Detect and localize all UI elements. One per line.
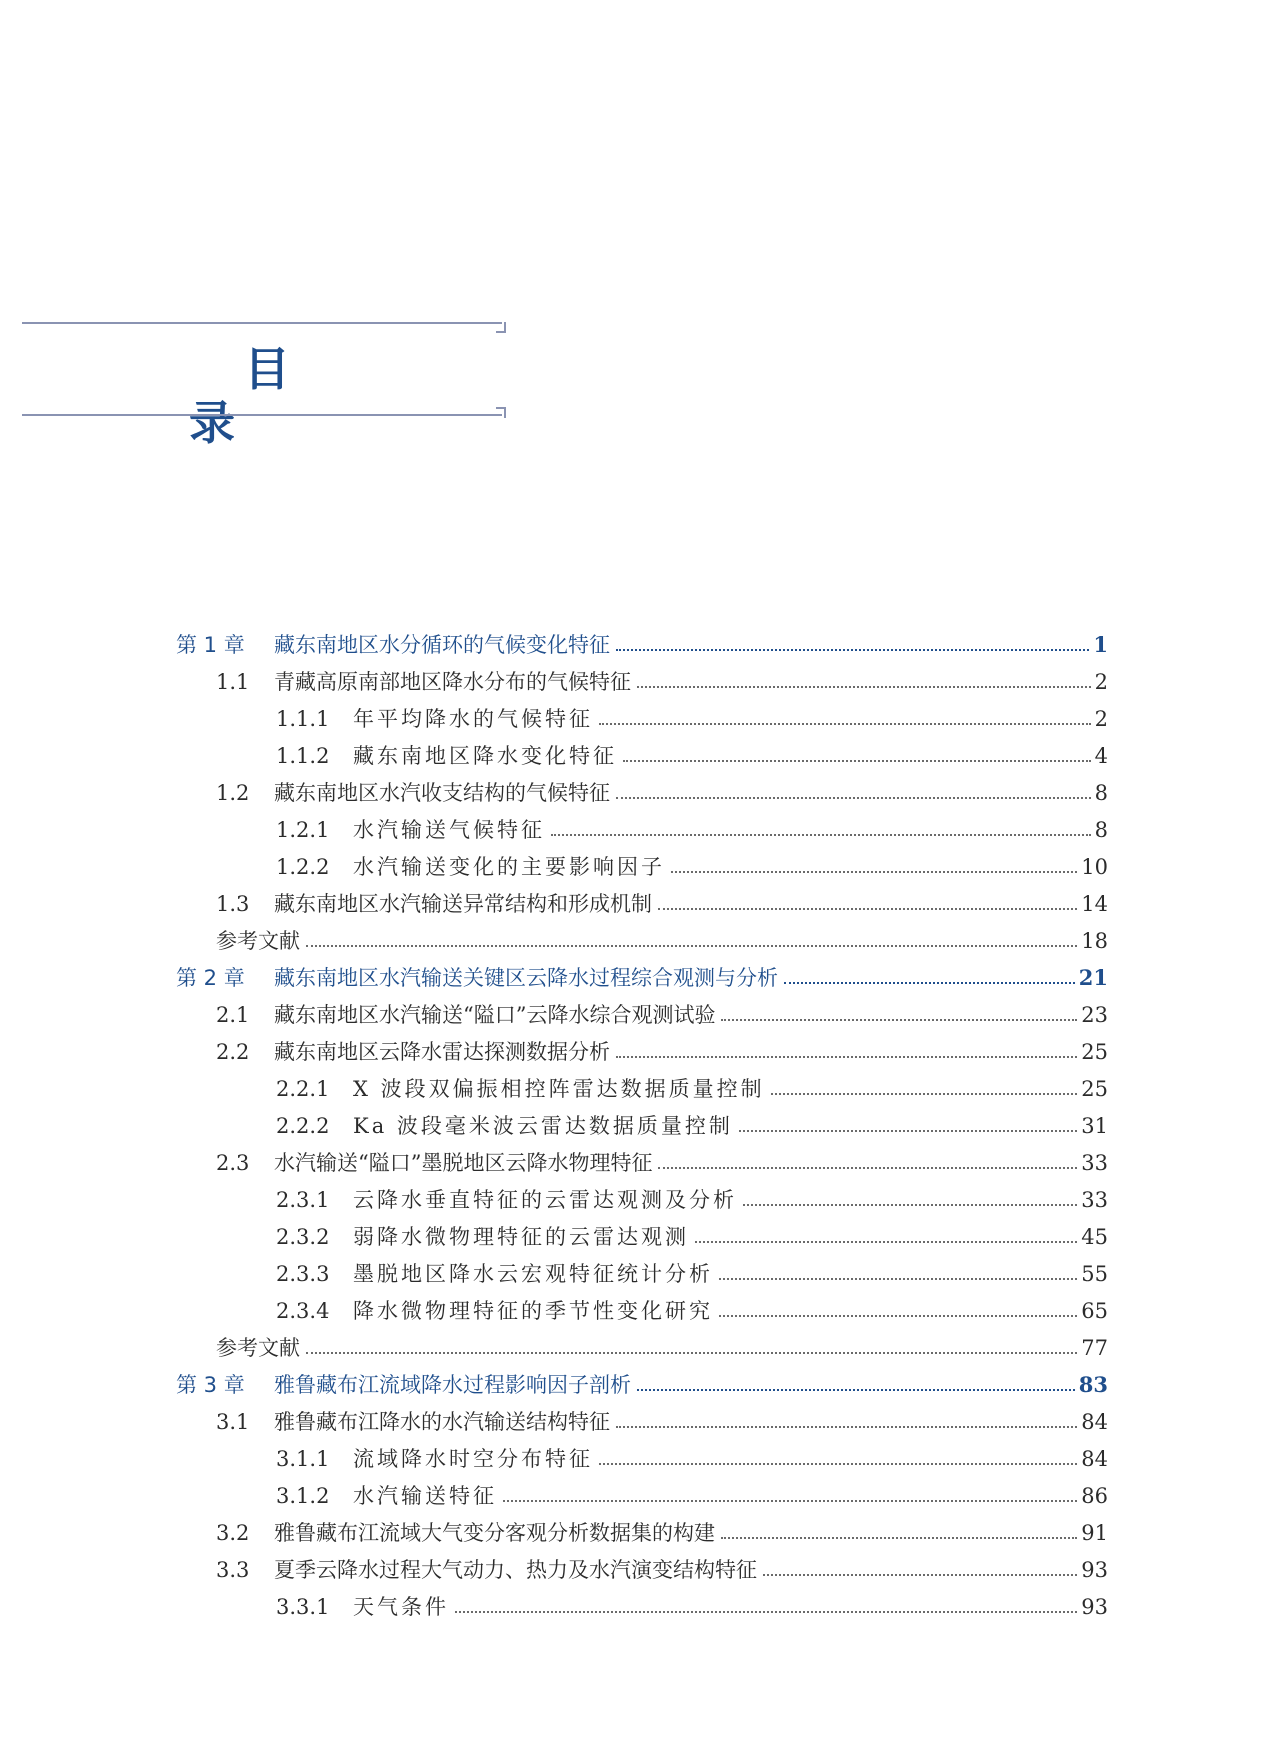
toc-entry-label: 降水微物理特征的季节性变化研究 xyxy=(353,1299,713,1323)
toc-entry-label: X 波段双偏振相控阵雷达数据质量控制 xyxy=(353,1077,765,1101)
toc-entry-label: 藏东南地区水汽输送异常结构和形成机制 xyxy=(274,892,652,916)
toc-entry-subsection xyxy=(176,1436,1108,1473)
toc-entry-number: 3.3 xyxy=(216,1558,250,1582)
toc-entry-refs xyxy=(176,918,1108,955)
toc-entry-label: 藏东南地区水汽输送“隘口”云降水综合观测试验 xyxy=(274,1003,716,1027)
toc-entry-refs xyxy=(176,1325,1108,1362)
table-of-contents xyxy=(176,622,1108,1621)
toc-entry-label: 雅鲁藏布江流域降水过程影响因子剖析 xyxy=(274,1373,631,1397)
toc-dot-leader xyxy=(306,1352,1077,1354)
toc-entry-label: 墨脱地区降水云宏观特征统计分析 xyxy=(353,1262,713,1286)
toc-entry-number: 2.1 xyxy=(216,1003,250,1027)
toc-entry-number: 1.2.1 xyxy=(276,818,330,842)
toc-dot-leader xyxy=(306,945,1077,947)
toc-entry-label: 藏东南地区水汽输送关键区云降水过程综合观测与分析 xyxy=(274,966,778,990)
page-title: 目 录 xyxy=(189,342,390,450)
toc-entry-page: 23 xyxy=(1081,1003,1108,1027)
toc-entry-label: 水汽输送变化的主要影响因子 xyxy=(353,855,665,879)
toc-dot-leader xyxy=(623,760,1091,762)
toc-entry-section xyxy=(176,1547,1108,1584)
toc-dot-leader xyxy=(671,871,1077,873)
toc-dot-leader xyxy=(658,1167,1077,1169)
toc-entry-page: 84 xyxy=(1081,1447,1108,1471)
toc-entry-label: 年平均降水的气候特征 xyxy=(353,707,593,731)
toc-dot-leader xyxy=(771,1093,1078,1095)
toc-entry-subsection xyxy=(176,1103,1108,1140)
toc-entry-section xyxy=(176,992,1108,1029)
toc-entry-label: 青藏高原南部地区降水分布的气候特征 xyxy=(274,670,631,694)
toc-entry-label: 藏东南地区水汽收支结构的气候特征 xyxy=(274,781,610,805)
toc-entry-page: 2 xyxy=(1094,707,1108,731)
toc-entry-page: 77 xyxy=(1081,1336,1108,1360)
toc-entry-label: 水汽输送特征 xyxy=(353,1484,497,1508)
toc-dot-leader xyxy=(763,1574,1077,1576)
toc-entry-page: 8 xyxy=(1094,781,1108,805)
toc-entry-page: 65 xyxy=(1081,1299,1108,1323)
title-rule-top xyxy=(22,322,502,324)
toc-dot-leader xyxy=(743,1204,1077,1206)
toc-entry-number: 1.1.1 xyxy=(276,707,330,731)
toc-entry-number: 第 3 章 xyxy=(176,1373,245,1397)
title-rule-bottom-hook xyxy=(496,407,506,418)
toc-entry-number: 2.2.1 xyxy=(276,1077,330,1101)
toc-entry-label: 雅鲁藏布江降水的水汽输送结构特征 xyxy=(274,1410,610,1434)
toc-entry-page: 45 xyxy=(1081,1225,1108,1249)
toc-entry-number: 2.3.1 xyxy=(276,1188,330,1212)
toc-dot-leader xyxy=(719,1278,1077,1280)
toc-entry-page: 33 xyxy=(1081,1188,1108,1212)
toc-entry-section xyxy=(176,1399,1108,1436)
toc-entry-number: 3.3.1 xyxy=(276,1595,330,1619)
toc-entry-label: 水汽输送气候特征 xyxy=(353,818,545,842)
toc-entry-page: 2 xyxy=(1094,670,1108,694)
toc-entry-number: 2.3 xyxy=(216,1151,250,1175)
toc-entry-label: Ka 波段毫米波云雷达数据质量控制 xyxy=(353,1114,733,1138)
toc-entry-section xyxy=(176,1029,1108,1066)
toc-entry-page: 25 xyxy=(1081,1077,1108,1101)
toc-entry-subsection xyxy=(176,844,1108,881)
toc-dot-leader xyxy=(695,1241,1077,1243)
toc-entry-number: 1.1.2 xyxy=(276,744,330,768)
title-rule-bottom xyxy=(22,414,502,416)
toc-entry-label: 云降水垂直特征的云雷达观测及分析 xyxy=(353,1188,737,1212)
toc-entry-label: 藏东南地区云降水雷达探测数据分析 xyxy=(274,1040,610,1064)
title-banner xyxy=(22,322,504,450)
toc-dot-leader xyxy=(599,723,1091,725)
toc-entry-number: 3.2 xyxy=(216,1521,250,1545)
toc-entry-page: 93 xyxy=(1081,1595,1108,1619)
title-rule-top-hook xyxy=(496,322,506,333)
toc-entry-label: 藏东南地区水分循环的气候变化特征 xyxy=(274,633,610,657)
toc-entry-subsection xyxy=(176,1214,1108,1251)
toc-entry-number: 3.1.1 xyxy=(276,1447,330,1471)
toc-entry-subsection xyxy=(176,1473,1108,1510)
toc-dot-leader xyxy=(503,1500,1077,1502)
toc-entry-page: 55 xyxy=(1081,1262,1108,1286)
toc-entry-number: 1.3 xyxy=(216,892,250,916)
toc-entry-section xyxy=(176,881,1108,918)
toc-entry-label: 水汽输送“隘口”墨脱地区云降水物理特征 xyxy=(274,1151,653,1175)
toc-entry-page: 4 xyxy=(1094,744,1108,768)
toc-entry-number: 1.2 xyxy=(216,781,250,805)
toc-entry-page: 86 xyxy=(1081,1484,1108,1508)
toc-entry-number: 3.1.2 xyxy=(276,1484,330,1508)
toc-entry-page: 21 xyxy=(1078,965,1108,990)
toc-entry-page: 33 xyxy=(1081,1151,1108,1175)
toc-dot-leader xyxy=(719,1315,1077,1317)
toc-dot-leader xyxy=(616,797,1091,799)
toc-entry-chapter xyxy=(176,955,1108,992)
toc-entry-page: 31 xyxy=(1081,1114,1108,1138)
toc-entry-subsection xyxy=(176,1066,1108,1103)
toc-entry-page: 1 xyxy=(1093,632,1108,657)
toc-entry-number: 3.1 xyxy=(216,1410,250,1434)
toc-dot-leader xyxy=(616,1056,1077,1058)
toc-entry-label: 参考文献 xyxy=(216,1336,300,1360)
toc-entry-number: 2.3.2 xyxy=(276,1225,330,1249)
toc-dot-leader xyxy=(616,1426,1077,1428)
toc-entry-number: 2.3.4 xyxy=(276,1299,330,1323)
toc-dot-leader xyxy=(637,1389,1075,1391)
toc-dot-leader xyxy=(658,908,1077,910)
toc-dot-leader xyxy=(616,649,1089,651)
toc-entry-subsection xyxy=(176,807,1108,844)
toc-entry-subsection xyxy=(176,1177,1108,1214)
toc-dot-leader xyxy=(739,1130,1077,1132)
toc-dot-leader xyxy=(721,1537,1077,1539)
toc-entry-subsection xyxy=(176,1288,1108,1325)
toc-entry-number: 1.2.2 xyxy=(276,855,330,879)
toc-entry-page: 93 xyxy=(1081,1558,1108,1582)
toc-entry-label: 参考文献 xyxy=(216,929,300,953)
toc-entry-subsection xyxy=(176,733,1108,770)
toc-entry-number: 第 2 章 xyxy=(176,966,245,990)
toc-entry-chapter xyxy=(176,1362,1108,1399)
toc-entry-label: 夏季云降水过程大气动力、热力及水汽演变结构特征 xyxy=(274,1558,757,1582)
toc-entry-label: 雅鲁藏布江流域大气变分客观分析数据集的构建 xyxy=(274,1521,715,1545)
toc-entry-label: 弱降水微物理特征的云雷达观测 xyxy=(353,1225,689,1249)
toc-entry-page: 25 xyxy=(1081,1040,1108,1064)
toc-entry-number: 2.3.3 xyxy=(276,1262,330,1286)
toc-entry-page: 84 xyxy=(1081,1410,1108,1434)
toc-entry-page: 91 xyxy=(1081,1521,1108,1545)
toc-entry-number: 1.1 xyxy=(216,670,250,694)
toc-entry-chapter xyxy=(176,622,1108,659)
toc-dot-leader xyxy=(455,1611,1077,1613)
toc-dot-leader xyxy=(599,1463,1077,1465)
toc-entry-section xyxy=(176,1510,1108,1547)
toc-entry-section xyxy=(176,659,1108,696)
toc-entry-page: 14 xyxy=(1081,892,1108,916)
toc-entry-number: 2.2.2 xyxy=(276,1114,330,1138)
toc-entry-label: 流域降水时空分布特征 xyxy=(353,1447,593,1471)
toc-entry-label: 藏东南地区降水变化特征 xyxy=(353,744,617,768)
toc-dot-leader xyxy=(637,686,1091,688)
toc-entry-label: 天气条件 xyxy=(353,1595,449,1619)
toc-dot-leader xyxy=(721,1019,1077,1021)
toc-entry-subsection xyxy=(176,696,1108,733)
toc-entry-section xyxy=(176,770,1108,807)
toc-entry-subsection xyxy=(176,1251,1108,1288)
toc-dot-leader xyxy=(784,982,1075,984)
toc-entry-subsection xyxy=(176,1584,1108,1621)
toc-entry-section xyxy=(176,1140,1108,1177)
toc-dot-leader xyxy=(551,834,1091,836)
toc-entry-page: 8 xyxy=(1094,818,1108,842)
toc-entry-number: 2.2 xyxy=(216,1040,250,1064)
toc-entry-page: 83 xyxy=(1078,1372,1108,1397)
toc-entry-number: 第 1 章 xyxy=(176,633,245,657)
toc-entry-page: 18 xyxy=(1081,929,1108,953)
toc-entry-page: 10 xyxy=(1081,855,1108,879)
